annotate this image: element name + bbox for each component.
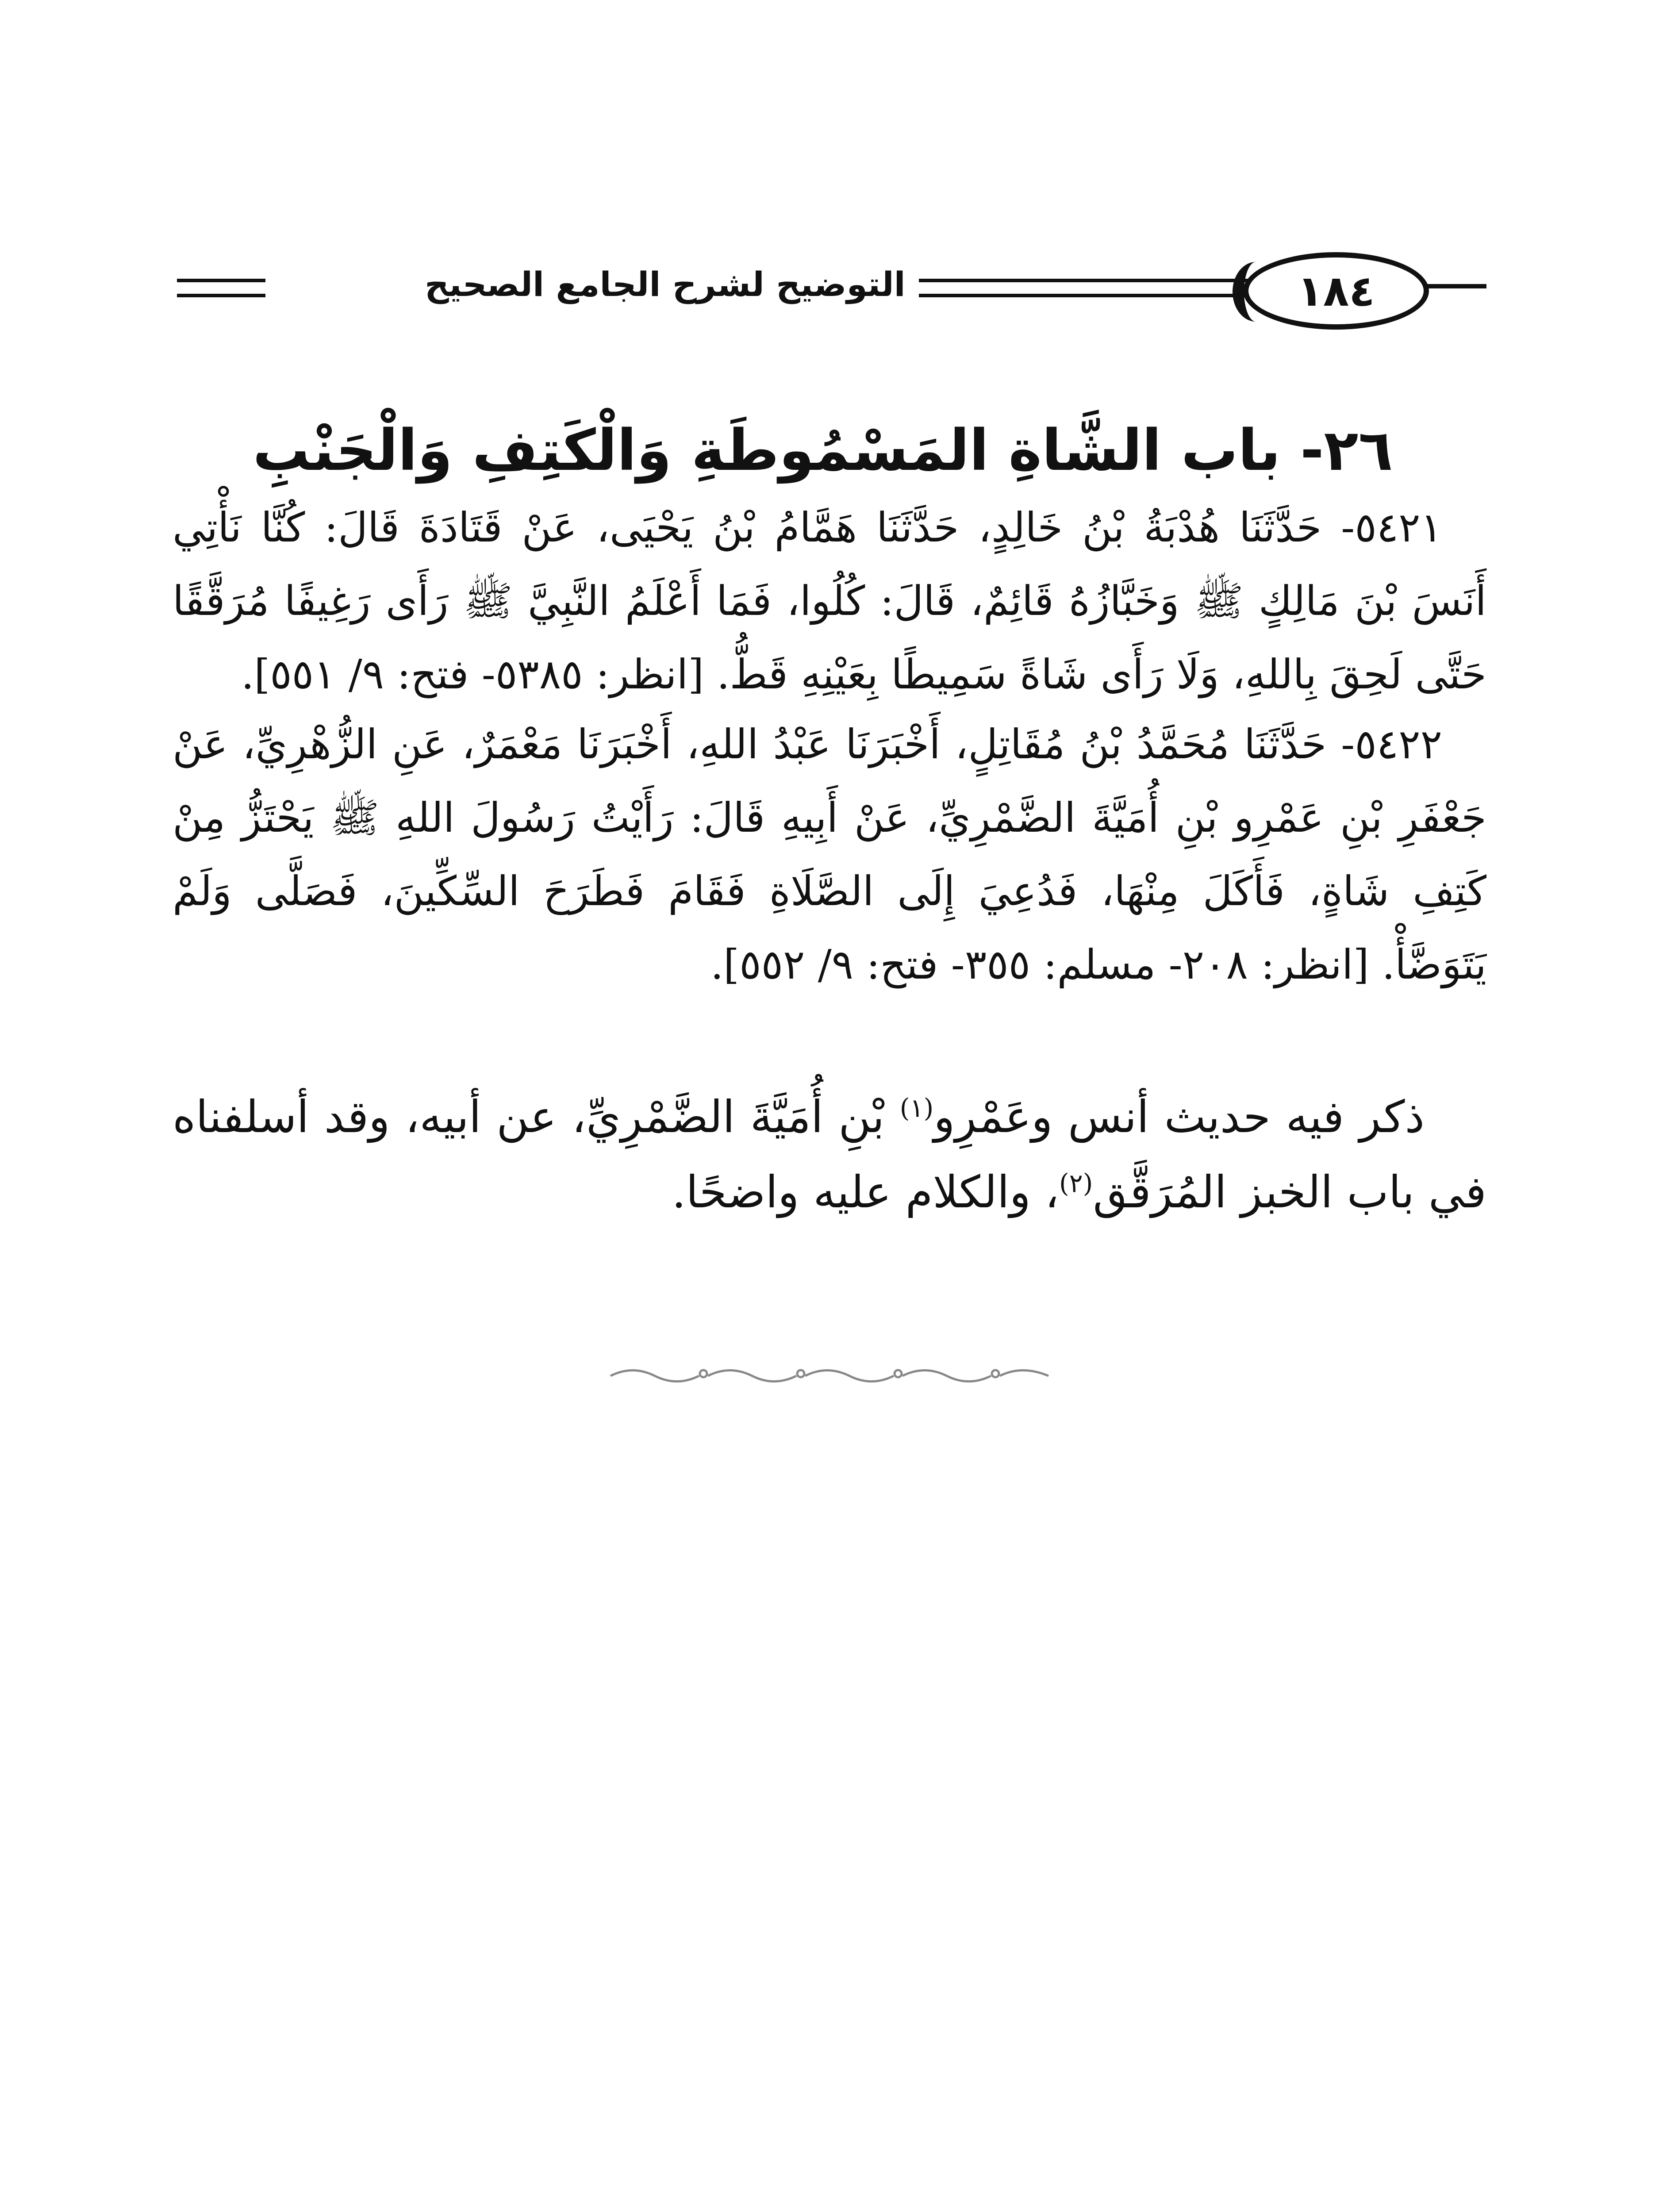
- header-rule-left-upper: [177, 279, 265, 282]
- commentary-text-1: ذكر فيه حديث أنس وعَمْرِو: [933, 1091, 1425, 1143]
- commentary-paragraph: [173, 1079, 1486, 1230]
- running-header: [159, 248, 1486, 336]
- header-rule-left-lower: [177, 294, 265, 297]
- hadith-5422: ٥٤٢٢- حَدَّثَنَا مُحَمَّدُ بْنُ مُقَاتِلٍ، أَخْبَرَنَا عَبْدُ اللهِ، أَخْبَرَنَا مَعْمَرٌ، عَنِ الزُّهْرِيِّ، عَنْ جَعْفَرِ بْنِ عَمْرِو بْنِ أُمَيَّةَ الضَّمْرِيِّ، عَنْ أَبِيهِ قَالَ: رَأَيْتُ رَسُولَ اللهِ ﷺ يَحْتَزُّ مِنْ كَتِفِ شَاةٍ، فَأَكَلَ مِنْهَا، فَدُعِيَ إِلَى الصَّلَاةِ فَقَامَ فَطَرَحَ السِّكِّينَ، فَصَلَّى وَلَمْ يَتَوَضَّأْ. [انظر: ٢٠٨- مسلم: ٣٥٥- فتح: ٩/ ٥٥٢].: [173, 721, 1486, 988]
- chapter-title: ٢٦- باب الشَّاةِ المَسْمُوطَةِ وَالْكَتِفِ وَالْجَنْبِ: [253, 417, 1393, 484]
- page-number: ١٨٤: [1297, 266, 1375, 316]
- footnote-marker-2: (٢): [1059, 1168, 1093, 1198]
- header-rule-right: [1420, 284, 1486, 288]
- commentary-text-2: بْنِ أُمَيَّةَ الضَّمْرِيِّ، عن أبيه، وقد أسلفناه في باب الخبز المُرَقَّق: [173, 1091, 1486, 1218]
- page-number-badge: [1243, 252, 1429, 330]
- hadith-5421: ٥٤٢١- حَدَّثَنَا هُدْبَةُ بْنُ خَالِدٍ، حَدَّثَنَا هَمَّامُ بْنُ يَحْيَى، عَنْ قَتَادَةَ قَالَ: كُنَّا نَأْتِي أَنَسَ بْنَ مَالِكٍ ﷺ وَخَبَّازُهُ قَائِمٌ، قَالَ: كُلُوا، فَمَا أَعْلَمُ النَّبِيَّ ﷺ رَأَى رَغِيفًا مُرَقَّقًا حَتَّى لَحِقَ بِاللهِ، وَلَا رَأَى شَاةً سَمِيطًا بِعَيْنِهِ قَطُّ. [انظر: ٥٣٨٥- فتح: ٩/ ٥٥١].: [173, 504, 1486, 698]
- commentary-text-3: ، والكلام عليه واضحًا.: [672, 1166, 1059, 1218]
- footnote-marker-1: (١): [899, 1093, 934, 1123]
- running-title: التوضيح لشرح الجامع الصحيح: [411, 265, 919, 304]
- section-ornament-icon: [606, 1363, 1053, 1385]
